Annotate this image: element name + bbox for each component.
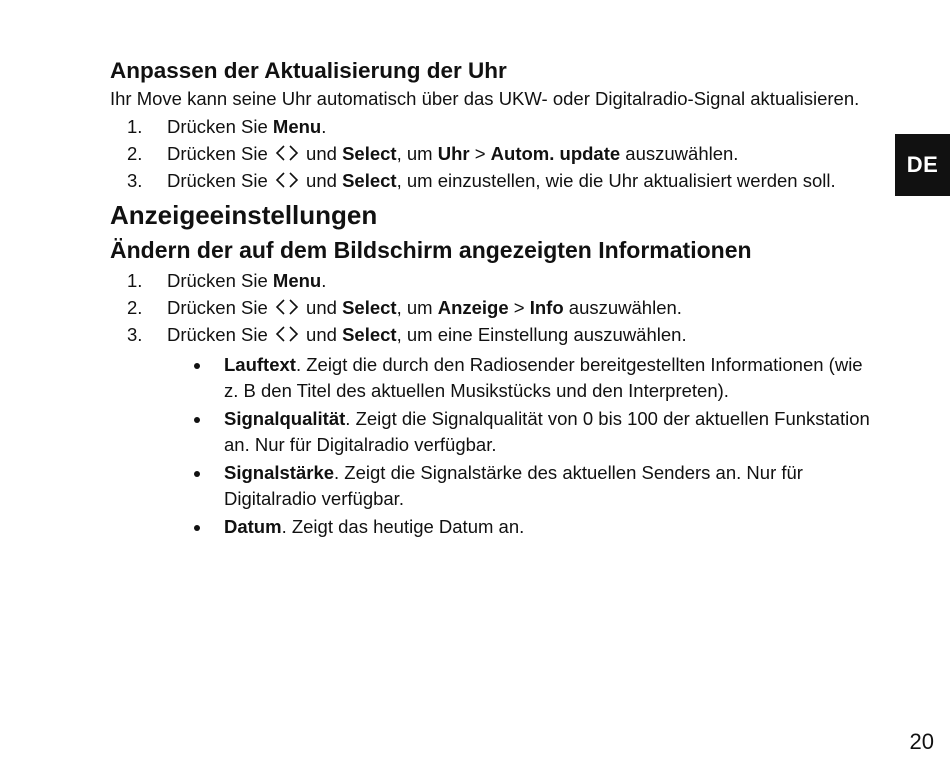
- section-title-clock-update: Anpassen der Aktualisierung der Uhr: [110, 58, 507, 83]
- steps-list-clock: [110, 114, 870, 194]
- list-item: Signalqualität. Zeigt die Signalqualität von 0 bis 100 der aktuellen Funkstation an. Nur für Digitalradio verfügbar.: [110, 406, 870, 458]
- left-right-arrows-icon: [274, 171, 300, 189]
- list-item: 1. Drücken Sie Menu.: [127, 270, 327, 291]
- section-intro: Ihr Move kann seine Uhr automatisch über das UKW- oder Digitalradio-Signal aktualisieren.: [110, 88, 860, 109]
- left-right-arrows-icon: [274, 325, 300, 343]
- left-right-arrows-icon: [274, 144, 300, 162]
- page-number: 20: [909, 729, 934, 754]
- list-item: 2. Drücken Sie und Select, um Uhr > Autom. update auszuwählen.: [127, 143, 739, 164]
- list-item: 3. Drücken Sie und Select, um eine Einstellung auszuwählen.: [127, 324, 687, 345]
- list-item: Signalstärke. Zeigt die Signalstärke des aktuellen Senders an. Nur für Digitalradio verfügbar.: [110, 460, 870, 512]
- list-item: Datum. Zeigt das heutige Datum an.: [110, 514, 870, 540]
- bullet-icon: [194, 417, 200, 423]
- left-right-arrows-icon: [274, 298, 300, 316]
- info-options-list: [110, 352, 870, 540]
- subsection-title-change-info: Ändern der auf dem Bildschirm angezeigten Informationen: [110, 237, 752, 263]
- list-item: 3. Drücken Sie und Select, um einzustellen, wie die Uhr aktualisiert werden soll.: [127, 170, 836, 191]
- language-tab-de: DE: [895, 134, 950, 196]
- chapter-title-display-settings: Anzeigeeinstellungen: [110, 200, 378, 230]
- list-item: Lauftext. Zeigt die durch den Radiosender bereitgestellten Informationen (wie z. B den Titel des aktuellen Musikstücks und den Interpreten).: [110, 352, 870, 404]
- steps-list-display: [110, 268, 870, 348]
- bullet-icon: [194, 363, 200, 369]
- bullet-icon: [194, 471, 200, 477]
- bullet-icon: [194, 525, 200, 531]
- document-page: [110, 56, 870, 542]
- list-item: 2. Drücken Sie und Select, um Anzeige > Info auszuwählen.: [127, 297, 682, 318]
- list-item: 1. Drücken Sie Menu.: [127, 116, 327, 137]
